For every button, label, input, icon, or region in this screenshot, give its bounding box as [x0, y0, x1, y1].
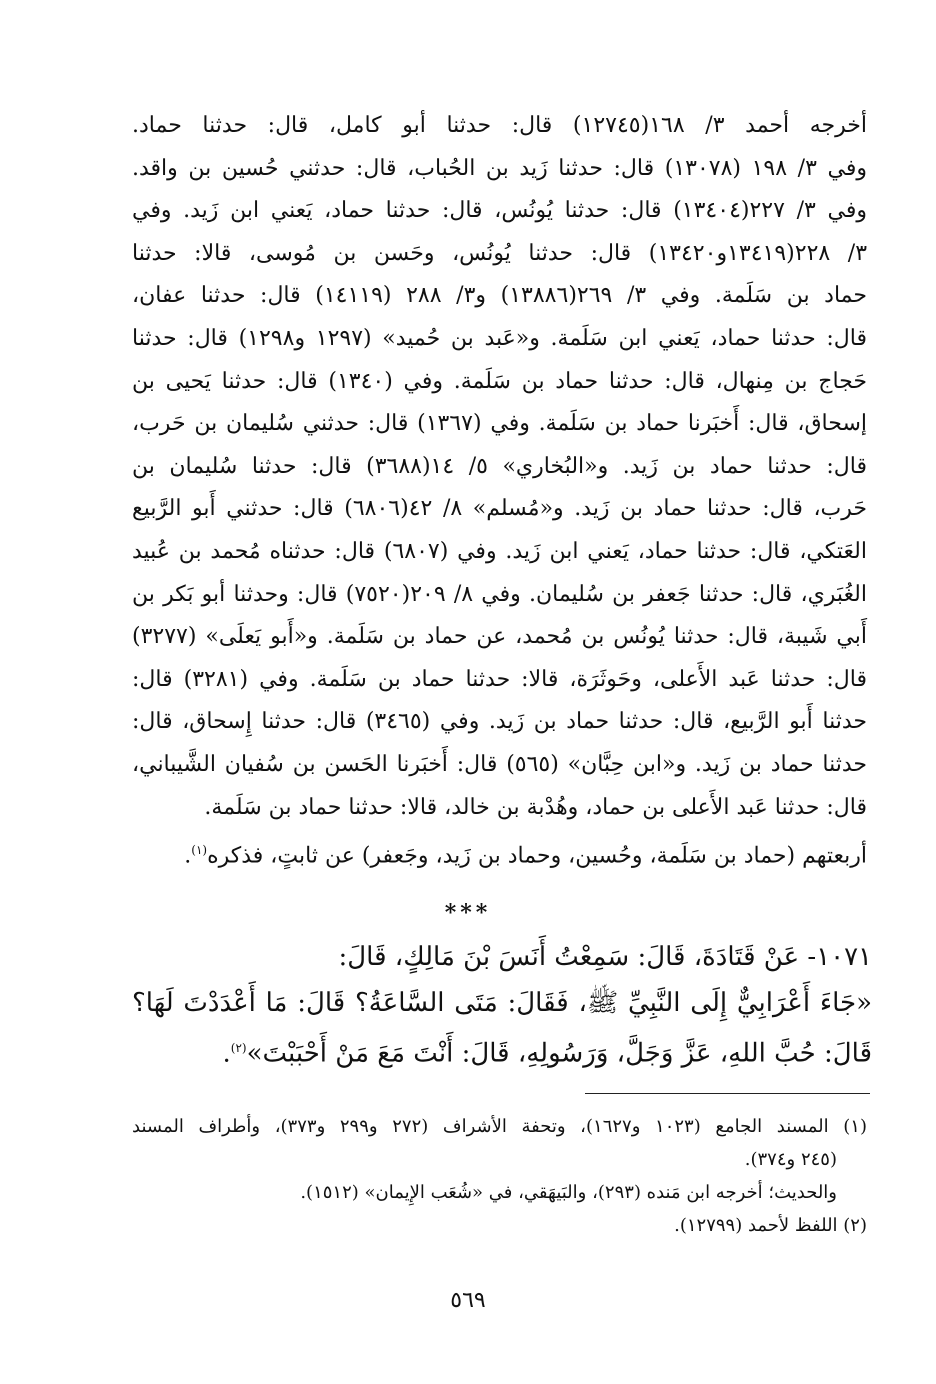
- footnote-divider: [585, 1093, 870, 1094]
- text-line: قال: حدثنا عَبد الأَعلى، وحَوثَرَة، قالا: حدثنا حماد بن سَلَمة. وفي (٣٢٨١) قال:: [132, 666, 867, 692]
- section-separator: ***: [444, 900, 492, 926]
- hadith-line: ١٠٧١- عَنْ قَتَادَةَ، قَالَ: سَمِعْتُ أَنَسَ بْنَ مَالِكٍ، قَالَ:: [338, 942, 872, 972]
- hadith-end-mark: .: [222, 1038, 231, 1069]
- footnote-ref: (١): [191, 843, 208, 858]
- hadith-line: «جَاءَ أَعْرَابِيٌّ إِلَى النَّبِيِّ ﷺ، فَقَالَ: مَتَى السَّاعَةُ؟ قَالَ: مَا أَعْدَدْتَ لَهَا؟: [132, 987, 872, 1018]
- closing-line: أربعتهم (حماد بن سَلَمة، وحُسين، وحماد بن زَيد، وجَعفر) عن ثابتٍ، فذكره$^{(١)}$.: [184, 843, 867, 869]
- page-number: ٥٦٩: [450, 1288, 486, 1313]
- text-line: وفي ٣/ ٢٢٧(١٣٤٠٤) قال: حدثنا يُونُس، قال: حدثنا حماد، يَعني ابن زَيد. وفي: [132, 198, 867, 224]
- text-line: قال: حدثنا عَبد الأَعلى بن حماد، وهُدْبة بن خالد، قالا: حدثنا حماد بن سَلَمة.: [204, 794, 867, 820]
- footnote-line: والحديث؛ أخرجه ابن مَنده (٢٩٣)، والبَيهَقي، في «شُعَب الإِيمان» (١٥١٢).: [300, 1182, 837, 1203]
- hadith-line: [132, 1026, 872, 1072]
- text-line: وفي ٣/ ١٩٨ (١٣٠٧٨) قال: حدثنا زَيد بن الحُباب، قال: حدثني حُسين بن واقد.: [132, 155, 868, 181]
- footnote-line: (٢٤٥ و٣٧٤).: [744, 1149, 837, 1170]
- hadith-text: [132, 935, 872, 1072]
- text-line: حماد بن سَلَمة. وفي ٣/ ٢٦٩(١٣٨٨٦) و٣/ ٢٨٨ (١٤١١٩) قال: حدثنا عفان،: [132, 283, 867, 309]
- takhrij-paragraph: [132, 105, 867, 872]
- text-line: حَرب، قال: حدثنا حماد بن زَيد. و«مُسلم» ٨/ ٤٢(٦٨٠٦) قال: حدثني أَبو الرَّبيع: [132, 496, 867, 522]
- text-line: قال: حدثنا حماد، يَعني ابن سَلَمة. و«عَبد بن حُميد» (١٢٩٧ و١٢٩٨) قال: حدثنا: [132, 325, 867, 351]
- text-line: حدثنا أَبو الرَّبيع، قال: حدثنا حماد بن زَيد. وفي (٣٤٦٥) قال: حدثنا إِسحاق، قال:: [132, 709, 867, 735]
- hadith-line-text: قَالَ: حُبَّ اللهِ، عَزَّ وَجَلَّ، وَرَسُولِهِ، قَالَ: أَنْتَ مَعَ مَنْ أَحْبَبْتَ»: [246, 1038, 872, 1069]
- text-line: حَجاج بن مِنهال، قال: حدثنا حماد بن سَلَمة. وفي (١٣٤٠) قال: حدثنا يَحيى بن: [132, 368, 867, 394]
- text-line: أَبي شَيبة، قال: حدثنا يُونُس بن مُحمد، عن حماد بن سَلَمة. و«أَبو يَعلَى» (٣٢٧٧): [132, 624, 867, 650]
- text-line: إسحاق، قال: أَخبَرنا حماد بن سَلَمة. وفي (١٣٦٧) قال: حدثني سُليمان بن حَرب،: [132, 411, 867, 437]
- text-line: حدثنا حماد بن زَيد. و«ابن حِبَّان» (٥٦٥) قال: أَخبَرنا الحَسن بن سُفيان الشَّيباني،: [132, 751, 867, 777]
- text-line: الغُبَري، قال: حدثنا جَعفر بن سُليمان. وفي ٨/ ٢٠٩(٧٥٢٠) قال: وحدثنا أبو بَكر بن: [132, 581, 868, 607]
- footnotes: [132, 1110, 867, 1242]
- text-line: العَتكي، قال: حدثنا حماد، يَعني ابن زَيد. وفي (٦٨٠٧) قال: حدثناه مُحمد بن عُبيد: [132, 538, 867, 564]
- closing-text: أربعتهم (حماد بن سَلَمة، وحُسين، وحماد بن زَيد، وجَعفر) عن ثابتٍ، فذكره: [207, 843, 867, 869]
- text-line: قال: حدثنا حماد بن زَيد. و«البُخاري» ٥/ ١٤(٣٦٨٨) قال: حدثنا سُليمان بن: [132, 453, 867, 479]
- text-line: ٣/ ٢٢٨(١٣٤١٩و١٣٤٢٠) قال: حدثنا يُونُس، وحَسن بن مُوسى، قالا: حدثنا: [132, 240, 868, 266]
- text-line: أخرجه أحمد ٣/ ١٦٨(١٢٧٤٥) قال: حدثنا أبو كامل، قال: حدثنا حماد.: [132, 113, 867, 138]
- footnote-ref: (٢): [230, 1041, 247, 1055]
- footnote-line: (١) المسند الجامع (١٠٢٣ و١٦٢٧)، وتحفة الأشراف (٢٧٢ و٢٩٩ و٣٧٣)، وأطراف المسند: [132, 1116, 867, 1137]
- footnote-line: (٢) اللفظ لأحمد (١٢٧٩٩).: [674, 1215, 867, 1236]
